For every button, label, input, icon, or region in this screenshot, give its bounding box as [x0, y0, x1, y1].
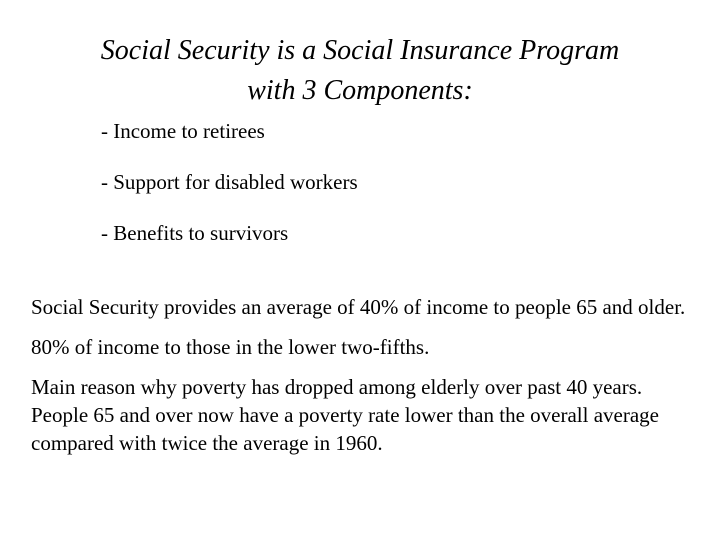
- component-item-retirees: - Income to retirees: [101, 119, 265, 143]
- fact-paragraph-lower-two-fifths: 80% of income to those in the lower two-fifths.: [31, 335, 430, 359]
- components-list: [101, 117, 358, 270]
- fact-paragraph-average-income: Social Security provides an average of 40% of income to people 65 and older.: [31, 295, 686, 319]
- component-item-disabled-workers: - Support for disabled workers: [101, 170, 358, 194]
- component-item-survivors: - Benefits to survivors: [101, 221, 289, 245]
- facts-section: [31, 293, 696, 469]
- slide-title-line-2: with 3 Components:: [247, 75, 473, 106]
- fact-paragraph-poverty-reason: Main reason why poverty has dropped among elderly over past 40 years. People 65 and over now have a poverty rate lower than the overall average compared with twice the average in 1960.: [31, 375, 659, 455]
- slide-title-line-1: Social Security is a Social Insurance Program: [100, 35, 620, 66]
- slide-title: [20, 31, 700, 111]
